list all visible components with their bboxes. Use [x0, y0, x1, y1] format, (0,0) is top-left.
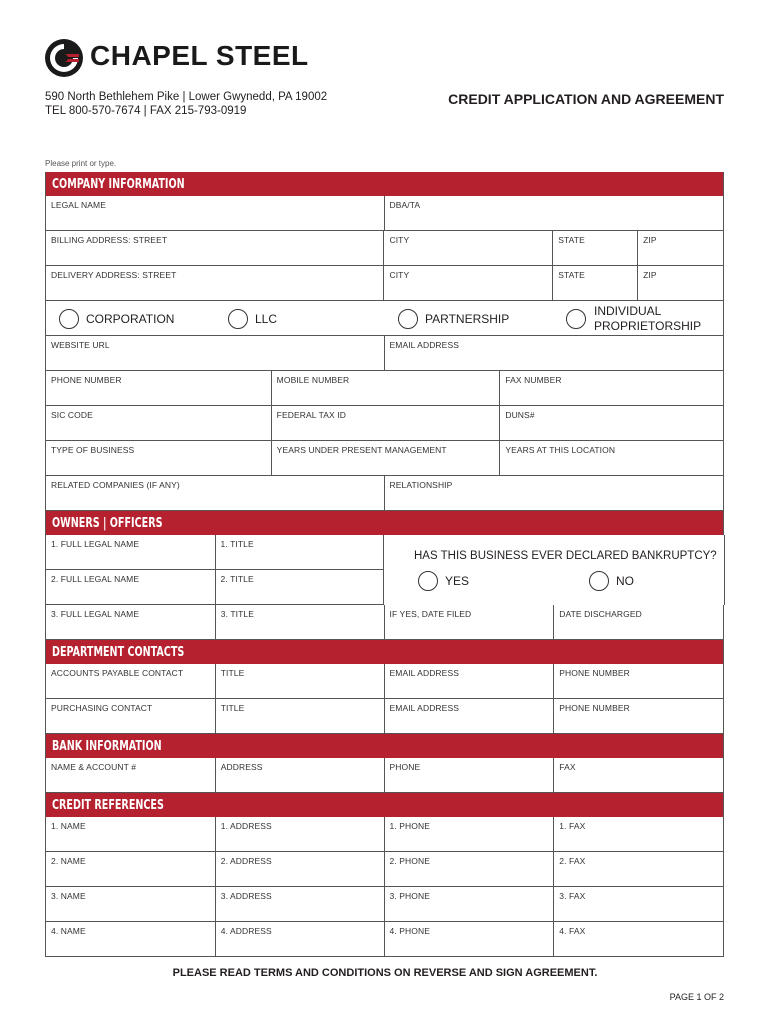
- bank-phone-field[interactable]: PHONE: [385, 758, 555, 792]
- bankruptcy-yes-label: YES: [445, 574, 470, 588]
- delivery-zip-field[interactable]: ZIP: [638, 266, 724, 300]
- department-contacts-heading: DEPARTMENT CONTACTS: [45, 640, 724, 664]
- related-companies-field[interactable]: RELATED COMPANIES (IF ANY): [46, 476, 385, 510]
- reference-3-phone-field[interactable]: 3. PHONE: [385, 887, 555, 921]
- owner-1-name-field[interactable]: 1. FULL LEGAL NAME: [46, 535, 216, 569]
- reference-3-name-field[interactable]: 3. NAME: [46, 887, 216, 921]
- address-line-1: 590 North Bethlehem Pike | Lower Gwynedd, PA 19002: [45, 91, 328, 103]
- company-address: [45, 90, 327, 118]
- business-type-row: [45, 301, 724, 336]
- date-discharged-field[interactable]: DATE DISCHARGED: [554, 605, 724, 639]
- purchasing-contact-field[interactable]: PURCHASING CONTACT: [46, 699, 216, 733]
- individual-label: INDIVIDUAL: [594, 304, 662, 318]
- ap-title-field[interactable]: TITLE: [216, 664, 385, 698]
- bankruptcy-no-radio[interactable]: [589, 571, 609, 591]
- fax-number-field[interactable]: FAX NUMBER: [500, 371, 724, 405]
- bankruptcy-yes-radio[interactable]: [418, 571, 438, 591]
- owner-1-title-field[interactable]: 1. TITLE: [216, 535, 385, 569]
- bank-fax-field[interactable]: FAX: [554, 758, 724, 792]
- terms-notice: PLEASE READ TERMS AND CONDITIONS ON REVERSE AND SIGN AGREEMENT.: [172, 967, 598, 979]
- bank-name-account-field[interactable]: NAME & ACCOUNT #: [46, 758, 216, 792]
- reference-1-name-field[interactable]: 1. NAME: [46, 817, 216, 851]
- owner-3-name-field[interactable]: 3. FULL LEGAL NAME: [46, 605, 216, 639]
- document-title: CREDIT APPLICATION AND AGREEMENT: [448, 91, 724, 107]
- bank-address-field[interactable]: ADDRESS: [216, 758, 385, 792]
- company-name: CHAPEL STEEL: [90, 40, 309, 71]
- email-address-field[interactable]: EMAIL ADDRESS: [385, 336, 725, 370]
- years-under-management-field[interactable]: YEARS UNDER PRESENT MANAGEMENT: [272, 441, 501, 475]
- website-url-field[interactable]: WEBSITE URL: [46, 336, 385, 370]
- billing-city-field[interactable]: CITY: [384, 231, 553, 265]
- company-information-heading: COMPANY INFORMATION: [45, 172, 724, 196]
- dba-field[interactable]: DBA/TA: [385, 196, 725, 230]
- print-instruction: Please print or type.: [45, 159, 117, 168]
- reference-4-phone-field[interactable]: 4. PHONE: [385, 922, 555, 956]
- purchasing-email-field[interactable]: EMAIL ADDRESS: [385, 699, 555, 733]
- reference-4-name-field[interactable]: 4. NAME: [46, 922, 216, 956]
- corporation-label: CORPORATION: [86, 312, 175, 326]
- page-number: PAGE 1 OF 2: [669, 992, 724, 1002]
- delivery-state-field[interactable]: STATE: [553, 266, 638, 300]
- mobile-number-field[interactable]: MOBILE NUMBER: [272, 371, 501, 405]
- reference-1-fax-field[interactable]: 1. FAX: [554, 817, 724, 851]
- ap-phone-field[interactable]: PHONE NUMBER: [554, 664, 724, 698]
- reference-2-address-field[interactable]: 2. ADDRESS: [216, 852, 385, 886]
- address-line-2: TEL 800-570-7674 | FAX 215-793-0919: [45, 105, 247, 117]
- bankruptcy-no-label: NO: [616, 574, 634, 588]
- owner-2-name-field[interactable]: 2. FULL LEGAL NAME: [46, 570, 216, 604]
- proprietorship-label: PROPRIETORSHIP: [594, 319, 702, 333]
- billing-state-field[interactable]: STATE: [553, 231, 638, 265]
- ap-email-field[interactable]: EMAIL ADDRESS: [385, 664, 555, 698]
- duns-field[interactable]: DUNS#: [500, 406, 724, 440]
- partnership-radio[interactable]: [398, 309, 418, 329]
- chapel-steel-logo-icon: [44, 38, 84, 78]
- billing-zip-field[interactable]: ZIP: [638, 231, 724, 265]
- ap-contact-field[interactable]: ACCOUNTS PAYABLE CONTACT: [46, 664, 216, 698]
- owner-3-title-field[interactable]: 3. TITLE: [216, 605, 385, 639]
- date-filed-field[interactable]: IF YES, DATE FILED: [385, 605, 555, 639]
- llc-radio[interactable]: [228, 309, 248, 329]
- delivery-city-field[interactable]: CITY: [384, 266, 553, 300]
- corporation-radio[interactable]: [59, 309, 79, 329]
- type-of-business-field[interactable]: TYPE OF BUSINESS: [46, 441, 272, 475]
- owner-2-title-field[interactable]: 2. TITLE: [216, 570, 385, 604]
- reference-4-address-field[interactable]: 4. ADDRESS: [216, 922, 385, 956]
- reference-3-address-field[interactable]: 3. ADDRESS: [216, 887, 385, 921]
- relationship-field[interactable]: RELATIONSHIP: [385, 476, 725, 510]
- delivery-street-field[interactable]: DELIVERY ADDRESS: STREET: [46, 266, 384, 300]
- llc-label: LLC: [255, 312, 278, 326]
- phone-number-field[interactable]: PHONE NUMBER: [46, 371, 272, 405]
- owners-block: [45, 535, 724, 640]
- owners-officers-heading: OWNERS | OFFICERS: [45, 511, 724, 535]
- reference-2-fax-field[interactable]: 2. FAX: [554, 852, 724, 886]
- billing-street-field[interactable]: BILLING ADDRESS: STREET: [46, 231, 384, 265]
- purchasing-phone-field[interactable]: PHONE NUMBER: [554, 699, 724, 733]
- individual-proprietorship-radio[interactable]: [566, 309, 586, 329]
- credit-application-form: [45, 172, 724, 957]
- partnership-label: PARTNERSHIP: [425, 312, 510, 326]
- years-at-location-field[interactable]: YEARS AT THIS LOCATION: [500, 441, 724, 475]
- legal-name-field[interactable]: LEGAL NAME: [46, 196, 385, 230]
- reference-1-phone-field[interactable]: 1. PHONE: [385, 817, 555, 851]
- reference-2-name-field[interactable]: 2. NAME: [46, 852, 216, 886]
- credit-references-heading: CREDIT REFERENCES: [45, 793, 724, 817]
- reference-1-address-field[interactable]: 1. ADDRESS: [216, 817, 385, 851]
- reference-2-phone-field[interactable]: 2. PHONE: [385, 852, 555, 886]
- sic-code-field[interactable]: SIC CODE: [46, 406, 272, 440]
- bankruptcy-question: HAS THIS BUSINESS EVER DECLARED BANKRUPTCY?: [414, 550, 717, 562]
- federal-tax-id-field[interactable]: FEDERAL TAX ID: [272, 406, 501, 440]
- bankruptcy-block: [384, 535, 725, 605]
- bank-information-heading: BANK INFORMATION: [45, 734, 724, 758]
- reference-3-fax-field[interactable]: 3. FAX: [554, 887, 724, 921]
- reference-4-fax-field[interactable]: 4. FAX: [554, 922, 724, 956]
- purchasing-title-field[interactable]: TITLE: [216, 699, 385, 733]
